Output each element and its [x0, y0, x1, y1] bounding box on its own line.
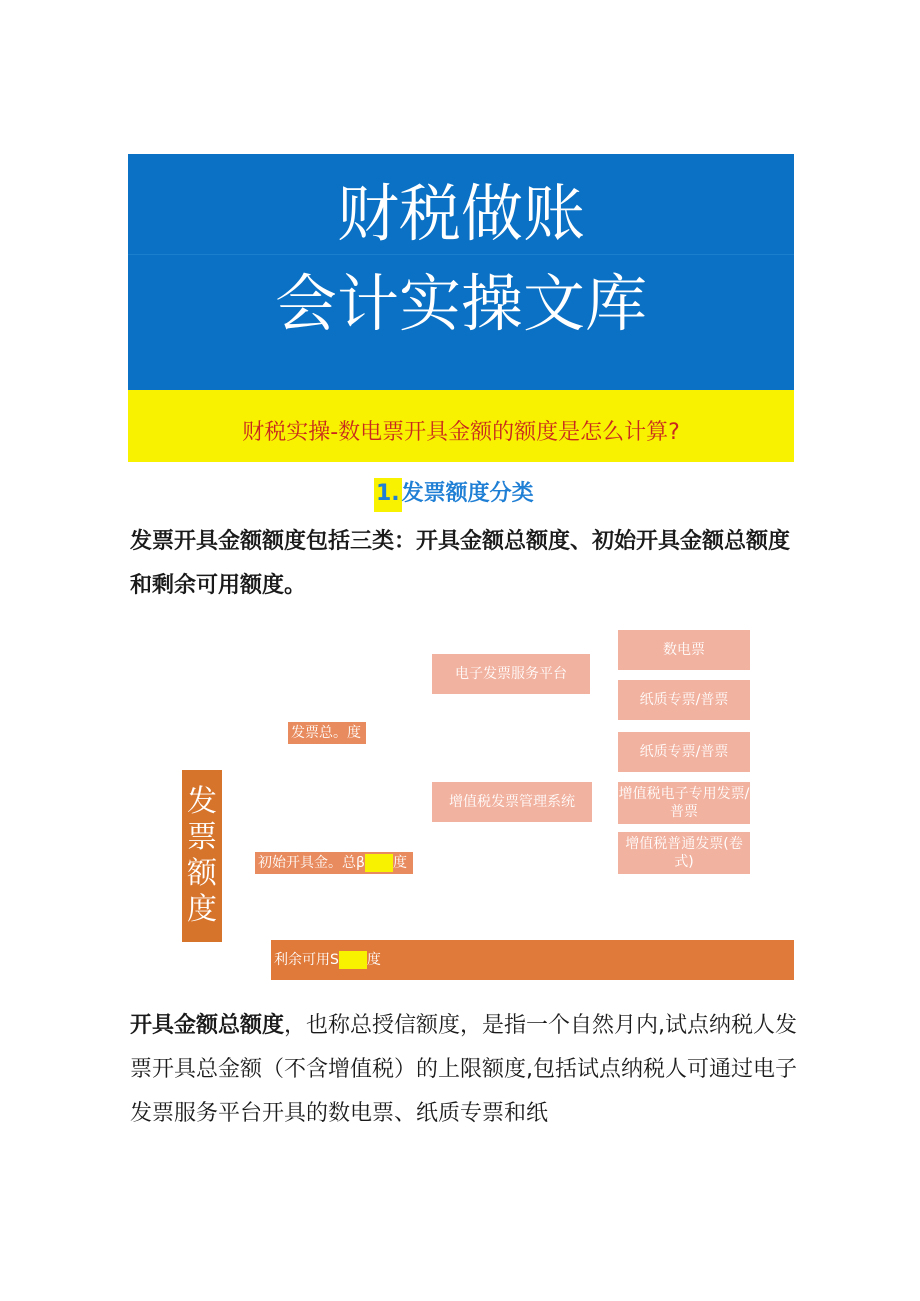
section-heading	[374, 478, 534, 512]
leaf-vat-electronic-invoice: 增值税电子专用发票/普票	[618, 782, 750, 824]
diagram-root-label	[182, 770, 222, 942]
category-remaining-text-b: 度	[366, 952, 381, 968]
section-number: 1.	[374, 478, 402, 512]
leaf-vat-roll-invoice: 增值税普通发票(卷式)	[618, 832, 750, 874]
invoice-quota-diagram	[0, 620, 920, 990]
banner-title-line-1: 财税做账	[336, 177, 585, 250]
section-title: 发票额度分类	[401, 481, 534, 506]
intro-paragraph: 发票开具金额额度包括三类：开具金额总额度、初始开具金额总额度和剩余可用额度。	[130, 529, 791, 598]
title-banner	[128, 154, 794, 390]
leaf-paper-invoice-1: 纸质专票/普票	[618, 680, 750, 720]
leaf-digital-invoice: 数电票	[618, 630, 750, 670]
category-initial-quota	[255, 852, 413, 874]
body-term: 开具金额总额度	[130, 1013, 285, 1038]
root-char-4: 度	[187, 892, 217, 927]
platform-vat-system: 增值税发票管理系统	[432, 782, 592, 822]
root-char-1: 发	[187, 784, 217, 819]
highlight-mark: 额额	[364, 855, 393, 871]
root-char-3: 额	[187, 856, 217, 891]
body-paragraph	[130, 1004, 800, 1136]
banner-title-line-2: 会计实操文库	[274, 267, 647, 340]
category-initial-text-a: 初始开具金。总β	[258, 855, 365, 871]
leaf-paper-invoice-2: 纸质专票/普票	[618, 732, 750, 772]
banner-divider	[128, 254, 794, 255]
category-total-quota: 发票总。度	[288, 722, 366, 744]
body-text: ，也称总授信额度，是指一个自然月内,试点纳税人发票开具总金额（不含增值税）的上限额度,包括试点纳税人可通过电子发票服务平台开具的数电票、纸质专票和纸	[130, 1013, 798, 1126]
root-char-2: 票	[187, 820, 217, 855]
category-initial-text-b: 度	[392, 855, 407, 871]
highlight-mark: 额额	[338, 952, 367, 968]
platform-electronic-invoice: 电子发票服务平台	[432, 654, 590, 694]
category-remaining-text-a: 利余可用S	[274, 952, 339, 968]
article-subtitle: 财税实操-数电票开具金额的额度是怎么计算?	[242, 420, 680, 445]
category-remaining-quota	[271, 940, 794, 980]
subtitle-bar	[128, 390, 794, 462]
